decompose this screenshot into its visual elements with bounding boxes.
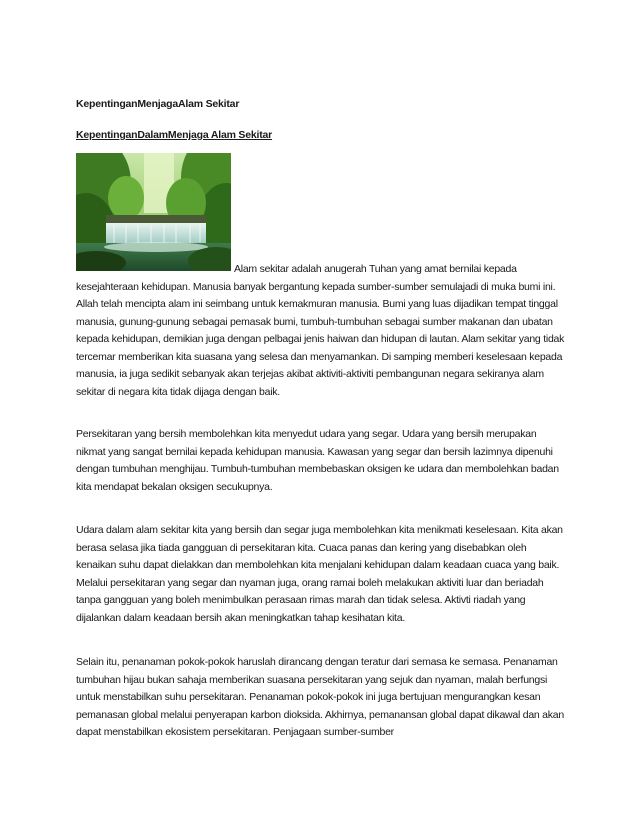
paragraph-3: Udara dalam alam sekitar kita yang bersih dan segar juga membolehkan kita menikmati keselesaan. Kita akan berasa selasa jika tiada gangguan di persekitaran kita. Cuaca panas dan kering yang disebabkan oleh kenaikan suhu dapat dielakkan dan membolehkan kita menjalani kehidupan dalam keadaan cuaca yang baik. Melalui persekitaran yang segar dan nyaman juga, orang ramai boleh melakukan aktiviti luar dan beriadah tanpa gangguan yang boleh menimbulkan perasaan rimas marah dan tidak selesa. Aktivti riadah yang dijalankan dalam keadaan bersih akan meningkatkan tahap kesihatan kita.	[76, 524, 563, 624]
document-subtitle: KepentinganDalamMenjaga Alam Sekitar	[76, 129, 273, 141]
waterfall-forest-photo	[76, 153, 231, 271]
paragraph-4: Selain itu, penanaman pokok-pokok haruslah dirancang dengan teratur dari semasa ke semasa. Penanaman tumbuhan hijau bukan sahaja memberikan suasana persekitaran yang sejuk dan nyaman, malah berfungsi untuk menstabilkan suhu persekitaran. Penanaman pokok-pokok ini juga bertujuan mengurangkan kesan pemanasan global melalui penyerapan karbon dioksida. Akhirnya, pemanansan global dapat dikawal dan akan dapat menstabilkan ekosistem persekitaran. Penjagaan sumber-sumber	[76, 656, 564, 738]
paragraph-1: Alam sekitar adalah anugerah Tuhan yang amat bernilai kepada kesejahteraan kehidupan. Manusia banyak bergantung kepada sumber-sumber semulajadi di muka bumi ini. Allah telah mencipta alam ini seimbang untuk kemakmuran manusia. Bumi yang luas dijadikan tempat tinggal manusia, gunung-gunung sebagai pemasak bumi, tumbuh-tumbuhan sebagai sumber makanan dan ubatan kepada kehidupan, demikian juga dengan pelbagai jenis haiwan dan hidupan di lautan. Alam sekitar yang tidak tercemar memberikan kita suasana yang selesa dan menyamankan. Di samping memberi keselesaan kepada manusia, ia juga sedikit sebanyak akan terjejas akibat aktiviti-aktiviti pembangunan negara sekiranya alam sekitar di negara kita tidak dijaga dengan baik.	[76, 263, 565, 398]
document-title: KepentinganMenjagaAlam Sekitar	[76, 98, 240, 110]
waterfall-photo-icon	[76, 153, 231, 271]
paragraph-2: Persekitaran yang bersih membolehkan kita menyedut udara yang segar. Udara yang bersih merupakan nikmat yang sangat bernilai kepada kehidupan manusia. Kawasan yang segar dan bersih lazimnya dipenuhi dengan tumbuhan menghijau. Tumbuh-tumbuhan membebaskan oksigen ke udara dan membolehkan badan kita mendapat bekalan oksigen secukupnya.	[76, 428, 559, 493]
